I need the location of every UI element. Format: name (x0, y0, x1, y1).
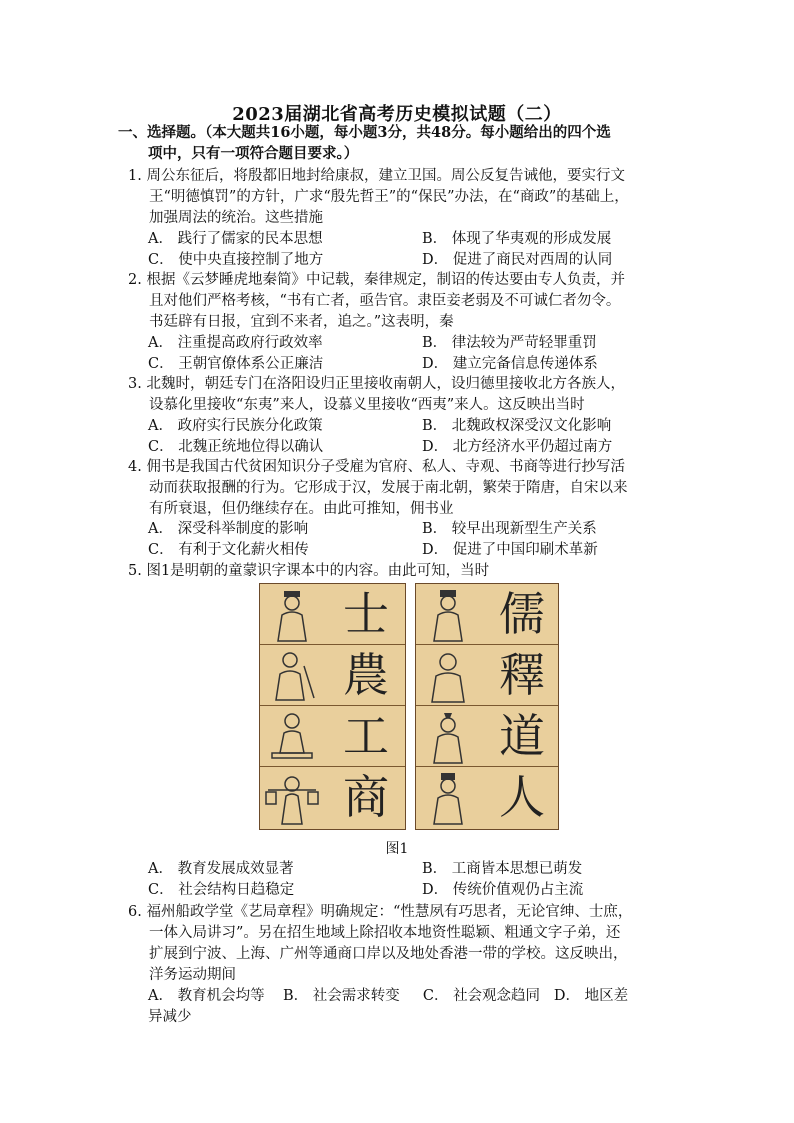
option-d[interactable]: D． 促进了商民对西周的认同 (422, 252, 613, 268)
character-glyph: 儒 (499, 587, 545, 641)
option-c[interactable]: C． 王朝官僚体系公正廉洁 (148, 356, 324, 372)
figure-1 (259, 583, 559, 830)
question-text-line: 北魏时，朝廷专门在洛阳设归正里接收南朝人，设归德里接收北方各族人， (146, 376, 625, 392)
question-1 (128, 166, 694, 229)
figure-cell (416, 645, 558, 706)
question-1-options (148, 229, 696, 271)
question-4-options (148, 519, 696, 561)
section-instruction-1: （本大题共16小题，每小题3分，共48分。每小题给出的四个选 (205, 124, 611, 141)
figure-cell (260, 767, 405, 828)
person-figure-icon (420, 770, 476, 826)
question-6 (128, 902, 694, 986)
option-d[interactable]: D． 促进了中国印刷术革新 (422, 542, 598, 558)
question-text-line: 设慕化里接收“东夷”来人，设慕义里接收“西夷”来人。这反映出当时 (149, 397, 585, 413)
option-a[interactable]: A． 政府实行民族分化政策 (148, 418, 323, 434)
option-a[interactable]: A． 注重提高政府行政效率 (148, 335, 323, 351)
question-text-line: 书廷辟有日报，宜到不来者，追之。”这表明，秦 (149, 314, 454, 330)
option-c[interactable]: C． 社会结构日趋稳定 (148, 882, 295, 898)
figure-cell (416, 767, 558, 828)
buddhist-figure-icon (420, 648, 476, 704)
option-c[interactable]: C． 有利于文化薪火相传 (148, 542, 309, 558)
taoist-figure-icon (420, 709, 476, 765)
option-a[interactable]: A． 深受科举制度的影响 (148, 521, 309, 537)
question-text-line: 有所衰退，但仍继续存在。由此可推知，佣书业 (149, 501, 454, 517)
character-glyph: 道 (499, 709, 545, 763)
option-c[interactable]: C． 北魏正统地位得以确认 (148, 439, 324, 455)
question-number: 1. (128, 168, 142, 184)
option-b[interactable]: B． 工商皆本思想已萌发 (422, 861, 583, 877)
confucian-figure-icon (420, 587, 476, 643)
question-text-line: 佣书是我国古代贫困知识分子受雇为官府、私人、寺观、书商等进行抄写活 (146, 459, 625, 475)
question-text-line: 且对他们严格考核，“书有亡者，亟告官。隶臣妾老弱及不可诚仁者勿令。 (149, 293, 621, 309)
character-glyph: 農 (343, 648, 389, 702)
figure-cell (260, 645, 405, 706)
section-number: 一、 (118, 124, 147, 141)
figure-caption: 图1 (385, 841, 409, 857)
figure-cell (416, 706, 558, 767)
option-a[interactable]: A． 践行了儒家的民本思想 (148, 231, 323, 247)
figure-cell (260, 584, 405, 645)
question-6-options (148, 986, 696, 1028)
question-4 (128, 457, 694, 520)
option-a[interactable]: A． 教育机会均等 (148, 988, 265, 1004)
option-b[interactable]: B． 体现了华夷观的形成发展 (422, 231, 612, 247)
section-instruction-2: 项中，只有一项符合题目要求。） (148, 144, 359, 162)
option-c[interactable]: C． 社会观念趋同 (422, 988, 541, 1004)
farmer-figure-icon (264, 648, 320, 704)
figure-panel-right (415, 583, 559, 830)
question-number: 6. (128, 904, 142, 920)
artisan-figure-icon (264, 709, 320, 765)
section-header (118, 123, 688, 164)
character-glyph: 工 (343, 709, 389, 763)
question-text-line: 福州船政学堂《艺局章程》明确规定：“性慧夙有巧思者，无论官绅、士庶， (146, 904, 633, 920)
option-b[interactable]: B． 律法较为严苛轻罪重罚 (422, 335, 597, 351)
question-5-options (148, 859, 696, 901)
option-b[interactable]: B． 较早出现新型生产关系 (422, 521, 597, 537)
page-title: 2023届湖北省高考历史模拟试题（二） (232, 104, 562, 125)
question-text-line: 根据《云梦睡虎地秦简》中记载，秦律规定，制诏的传达要由专人负责，并 (146, 272, 625, 288)
figure-cell (260, 706, 405, 767)
section-name: 选择题。 (147, 124, 205, 141)
option-d[interactable]: D． 北方经济水平仍超过南方 (422, 439, 613, 455)
question-number: 3. (128, 376, 142, 392)
merchant-figure-icon (264, 770, 320, 826)
figure-panel-left (259, 583, 406, 830)
question-3 (128, 374, 694, 416)
question-5 (128, 561, 694, 582)
character-glyph: 釋 (499, 648, 545, 702)
question-3-options (148, 416, 696, 458)
question-text-line: 一体入局讲习”。另在招生地域上除招收本地资性聪颖、粗通文字子弟，还 (149, 925, 621, 941)
figure-cell (416, 584, 558, 645)
question-2 (128, 270, 694, 333)
option-a[interactable]: A． 教育发展成效显著 (148, 861, 294, 877)
question-text-line: 洋务运动期间 (149, 967, 236, 983)
option-d[interactable]: D． 建立完备信息传递体系 (422, 356, 598, 372)
character-glyph: 人 (499, 770, 545, 824)
character-glyph: 商 (343, 770, 389, 824)
option-d[interactable]: D． 地区差 (553, 988, 629, 1004)
option-c[interactable]: C． 使中央直接控制了地方 (148, 252, 324, 268)
question-text-line: 周公东征后，将殷都旧地封给康叔，建立卫国。周公反复告诫他，要实行文 (146, 168, 625, 184)
option-b[interactable]: B． 社会需求转变 (283, 988, 400, 1004)
question-text-line: 王“明德慎罚”的方针，广求“殷先哲王”的“保民”办法，在“商政”的基础上， (149, 189, 629, 205)
question-number: 2. (128, 272, 142, 288)
option-b[interactable]: B． 北魏政权深受汉文化影响 (422, 418, 612, 434)
question-number: 5. (128, 563, 142, 579)
question-text-line: 图1是明朝的童蒙识字课本中的内容。由此可知，当时 (146, 563, 490, 579)
option-d[interactable]: D． 传统价值观仍占主流 (422, 882, 584, 898)
character-glyph: 士 (343, 587, 389, 641)
scholar-figure-icon (264, 587, 320, 643)
question-text-line: 扩展到宁波、上海、广州等通商口岸以及地处香港一带的学校。这反映出， (149, 946, 628, 962)
question-text-line: 加强周法的统治。这些措施 (149, 210, 323, 226)
question-2-options (148, 333, 696, 375)
option-d-wrap: 异减少 (148, 1009, 192, 1025)
question-text-line: 动而获取报酬的行为。它形成于汉，发展于南北朝，繁荣于隋唐，自宋以来 (149, 480, 628, 496)
question-number: 4. (128, 459, 142, 475)
